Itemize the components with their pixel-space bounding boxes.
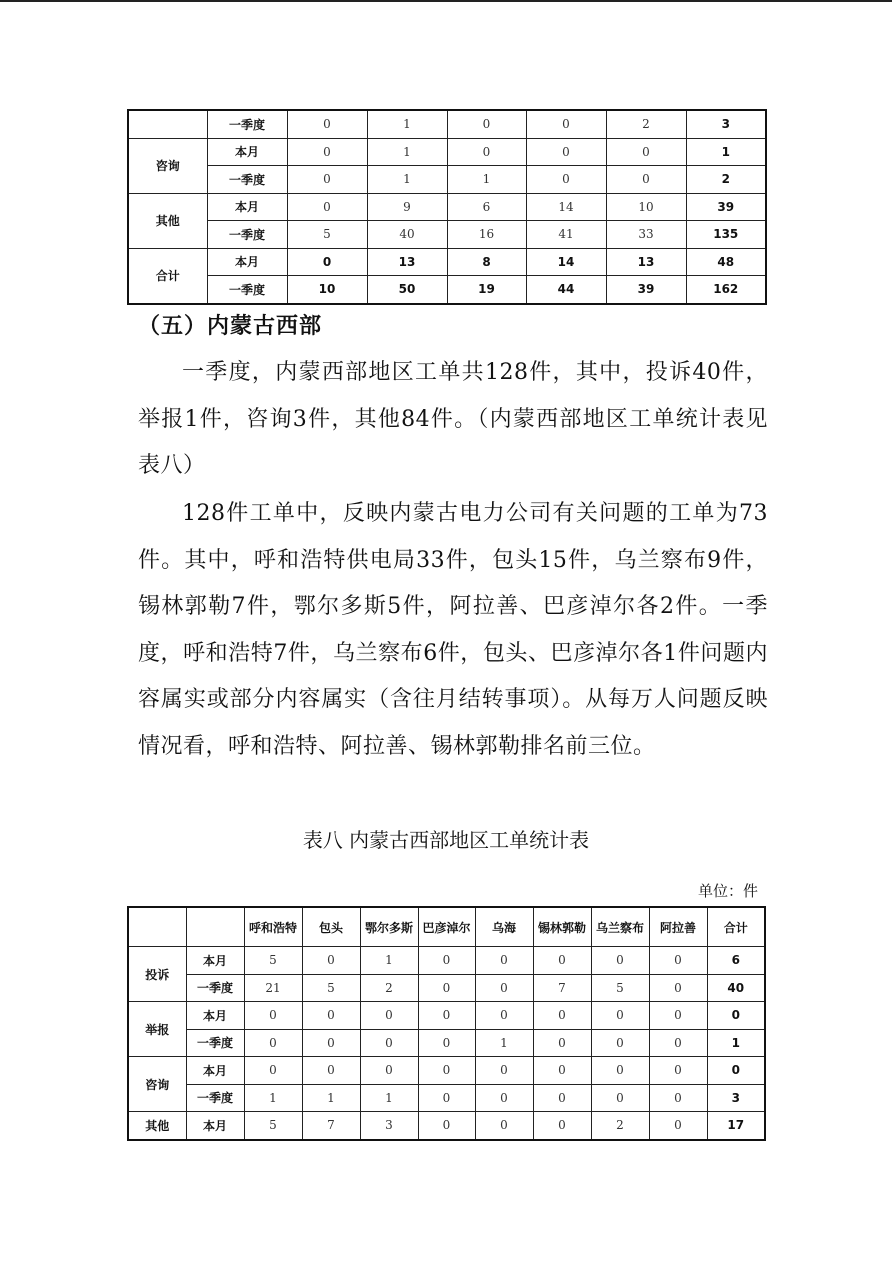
category-cell: 其他 bbox=[128, 193, 207, 248]
value-cell: 0 bbox=[526, 110, 606, 138]
value-cell: 0 bbox=[244, 1002, 302, 1030]
total-cell: 3 bbox=[686, 110, 766, 138]
column-header: 鄂尔多斯 bbox=[360, 907, 418, 947]
value-cell: 0 bbox=[533, 1029, 591, 1057]
category-cell: 投诉 bbox=[128, 947, 186, 1002]
total-cell: 40 bbox=[707, 974, 765, 1002]
category-cell-complaint-tail bbox=[128, 110, 207, 138]
unit-label: 单位：件 bbox=[697, 882, 758, 900]
value-cell: 44 bbox=[526, 276, 606, 304]
column-header: 呼和浩特 bbox=[244, 907, 302, 947]
value-cell: 0 bbox=[360, 1002, 418, 1030]
value-cell: 1 bbox=[475, 1029, 533, 1057]
value-cell: 0 bbox=[649, 947, 707, 975]
value-cell: 0 bbox=[287, 166, 367, 194]
value-cell: 33 bbox=[606, 221, 686, 249]
table8 bbox=[127, 906, 766, 1141]
value-cell: 0 bbox=[591, 1084, 649, 1112]
value-cell: 9 bbox=[367, 193, 447, 221]
header-blank-cell bbox=[186, 907, 244, 947]
value-cell: 0 bbox=[533, 1084, 591, 1112]
category-cell: 举报 bbox=[128, 1002, 186, 1057]
value-cell: 0 bbox=[649, 1029, 707, 1057]
value-cell: 0 bbox=[533, 1002, 591, 1030]
value-cell: 13 bbox=[606, 248, 686, 276]
value-cell: 0 bbox=[287, 138, 367, 166]
column-header: 包头 bbox=[302, 907, 360, 947]
value-cell: 0 bbox=[591, 1002, 649, 1030]
value-cell: 0 bbox=[533, 947, 591, 975]
value-cell: 0 bbox=[591, 1029, 649, 1057]
column-header: 锡林郭勒 bbox=[533, 907, 591, 947]
value-cell: 0 bbox=[418, 1084, 475, 1112]
total-cell: 162 bbox=[686, 276, 766, 304]
value-cell: 7 bbox=[533, 974, 591, 1002]
value-cell: 1 bbox=[367, 110, 447, 138]
section-heading: （五）内蒙古西部 bbox=[138, 314, 323, 339]
table-header-row bbox=[128, 907, 765, 947]
table-row bbox=[128, 221, 766, 249]
value-cell: 0 bbox=[447, 110, 526, 138]
table-row bbox=[128, 1112, 765, 1140]
value-cell: 0 bbox=[475, 1057, 533, 1085]
value-cell: 0 bbox=[591, 1057, 649, 1085]
value-cell: 40 bbox=[367, 221, 447, 249]
value-cell: 0 bbox=[302, 1057, 360, 1085]
total-cell: 0 bbox=[707, 1002, 765, 1030]
category-cell: 其他 bbox=[128, 1112, 186, 1140]
period-cell: 一季度 bbox=[207, 221, 287, 249]
table-row bbox=[128, 248, 766, 276]
value-cell: 1 bbox=[244, 1084, 302, 1112]
value-cell: 0 bbox=[360, 1029, 418, 1057]
value-cell: 41 bbox=[526, 221, 606, 249]
value-cell: 0 bbox=[418, 1112, 475, 1140]
value-cell: 21 bbox=[244, 974, 302, 1002]
column-header: 巴彦淖尔 bbox=[418, 907, 475, 947]
period-cell: 一季度 bbox=[186, 974, 244, 1002]
value-cell: 19 bbox=[447, 276, 526, 304]
total-cell: 17 bbox=[707, 1112, 765, 1140]
value-cell: 6 bbox=[447, 193, 526, 221]
table-row bbox=[128, 947, 765, 975]
period-cell: 本月 bbox=[186, 1112, 244, 1140]
value-cell: 1 bbox=[447, 166, 526, 194]
value-cell: 5 bbox=[302, 974, 360, 1002]
value-cell: 10 bbox=[606, 193, 686, 221]
value-cell: 0 bbox=[302, 947, 360, 975]
value-cell: 0 bbox=[302, 1029, 360, 1057]
value-cell: 2 bbox=[591, 1112, 649, 1140]
value-cell: 2 bbox=[606, 110, 686, 138]
value-cell: 2 bbox=[360, 974, 418, 1002]
column-header: 阿拉善 bbox=[649, 907, 707, 947]
value-cell: 0 bbox=[649, 1057, 707, 1085]
value-cell: 5 bbox=[287, 221, 367, 249]
total-cell: 48 bbox=[686, 248, 766, 276]
value-cell: 13 bbox=[367, 248, 447, 276]
table-row bbox=[128, 974, 765, 1002]
table-row bbox=[128, 110, 766, 138]
header-blank-cell bbox=[128, 907, 186, 947]
value-cell: 0 bbox=[475, 1112, 533, 1140]
period-cell: 本月 bbox=[186, 1002, 244, 1030]
value-cell: 0 bbox=[302, 1002, 360, 1030]
period-cell: 一季度 bbox=[186, 1084, 244, 1112]
value-cell: 0 bbox=[606, 166, 686, 194]
value-cell: 0 bbox=[360, 1057, 418, 1085]
value-cell: 0 bbox=[475, 1002, 533, 1030]
table-row bbox=[128, 1029, 765, 1057]
value-cell: 0 bbox=[475, 974, 533, 1002]
total-cell: 0 bbox=[707, 1057, 765, 1085]
value-cell: 8 bbox=[447, 248, 526, 276]
value-cell: 1 bbox=[360, 1084, 418, 1112]
total-cell: 1 bbox=[686, 138, 766, 166]
value-cell: 0 bbox=[447, 138, 526, 166]
table-row bbox=[128, 1084, 765, 1112]
value-cell: 3 bbox=[360, 1112, 418, 1140]
value-cell: 0 bbox=[418, 1029, 475, 1057]
value-cell: 0 bbox=[649, 1084, 707, 1112]
value-cell: 0 bbox=[606, 138, 686, 166]
value-cell: 39 bbox=[606, 276, 686, 304]
value-cell: 7 bbox=[302, 1112, 360, 1140]
value-cell: 0 bbox=[533, 1057, 591, 1085]
table-row bbox=[128, 1057, 765, 1085]
value-cell: 0 bbox=[533, 1112, 591, 1140]
value-cell: 1 bbox=[360, 947, 418, 975]
period-cell: 一季度 bbox=[207, 276, 287, 304]
value-cell: 5 bbox=[244, 1112, 302, 1140]
total-cell: 2 bbox=[686, 166, 766, 194]
table-row bbox=[128, 276, 766, 304]
value-cell: 1 bbox=[302, 1084, 360, 1112]
total-cell: 6 bbox=[707, 947, 765, 975]
value-cell: 0 bbox=[244, 1029, 302, 1057]
value-cell: 0 bbox=[418, 1057, 475, 1085]
table-row bbox=[128, 1002, 765, 1030]
value-cell: 50 bbox=[367, 276, 447, 304]
value-cell: 0 bbox=[418, 1002, 475, 1030]
table-row bbox=[128, 193, 766, 221]
body-paragraph-2: 128件工单中，反映内蒙古电力公司有关问题的工单为73件。其中，呼和浩特供电局33件，包头15件，乌兰察布9件，锡林郭勒7件，鄂尔多斯5件，阿拉善、巴彦淖尔各2件。一季度，呼和浩特7件，乌兰察布6件，包头、巴彦淖尔各1件问题内容属实或部分内容属实（含往月结转事项）。从每万人问题反映情况看，呼和浩特、阿拉善、锡林郭勒排名前三位。 bbox=[138, 501, 768, 759]
category-cell: 合计 bbox=[128, 248, 207, 304]
table-row bbox=[128, 166, 766, 194]
category-cell: 咨询 bbox=[128, 1057, 186, 1112]
total-cell: 135 bbox=[686, 221, 766, 249]
total-cell: 39 bbox=[686, 193, 766, 221]
body-paragraph-1: 一季度，内蒙西部地区工单共128件，其中，投诉40件，举报1件，咨询3件，其他84件。（内蒙西部地区工单统计表见表八） bbox=[138, 360, 768, 478]
value-cell: 10 bbox=[287, 276, 367, 304]
value-cell: 0 bbox=[475, 1084, 533, 1112]
period-cell: 本月 bbox=[186, 947, 244, 975]
value-cell: 0 bbox=[591, 947, 649, 975]
column-header: 合计 bbox=[707, 907, 765, 947]
period-cell: 本月 bbox=[207, 138, 287, 166]
value-cell: 0 bbox=[649, 974, 707, 1002]
value-cell: 0 bbox=[287, 110, 367, 138]
period-cell: 一季度 bbox=[207, 166, 287, 194]
value-cell: 16 bbox=[447, 221, 526, 249]
period-cell: 本月 bbox=[207, 193, 287, 221]
period-cell: 一季度 bbox=[207, 110, 287, 138]
column-header: 乌兰察布 bbox=[591, 907, 649, 947]
value-cell: 0 bbox=[526, 166, 606, 194]
table-row bbox=[128, 138, 766, 166]
value-cell: 0 bbox=[244, 1057, 302, 1085]
value-cell: 0 bbox=[526, 138, 606, 166]
total-cell: 1 bbox=[707, 1029, 765, 1057]
value-cell: 14 bbox=[526, 248, 606, 276]
value-cell: 1 bbox=[367, 138, 447, 166]
page-top-border bbox=[0, 0, 892, 2]
total-cell: 3 bbox=[707, 1084, 765, 1112]
value-cell: 1 bbox=[367, 166, 447, 194]
value-cell: 5 bbox=[591, 974, 649, 1002]
value-cell: 0 bbox=[287, 193, 367, 221]
period-cell: 一季度 bbox=[186, 1029, 244, 1057]
value-cell: 0 bbox=[418, 947, 475, 975]
category-cell: 咨询 bbox=[128, 138, 207, 193]
period-cell: 本月 bbox=[207, 248, 287, 276]
table7-continued bbox=[127, 109, 767, 305]
value-cell: 0 bbox=[475, 947, 533, 975]
value-cell: 0 bbox=[649, 1002, 707, 1030]
column-header: 乌海 bbox=[475, 907, 533, 947]
value-cell: 14 bbox=[526, 193, 606, 221]
value-cell: 5 bbox=[244, 947, 302, 975]
period-cell: 本月 bbox=[186, 1057, 244, 1085]
value-cell: 0 bbox=[287, 248, 367, 276]
value-cell: 0 bbox=[418, 974, 475, 1002]
value-cell: 0 bbox=[649, 1112, 707, 1140]
table-caption: 表八 内蒙古西部地区工单统计表 bbox=[302, 828, 590, 852]
